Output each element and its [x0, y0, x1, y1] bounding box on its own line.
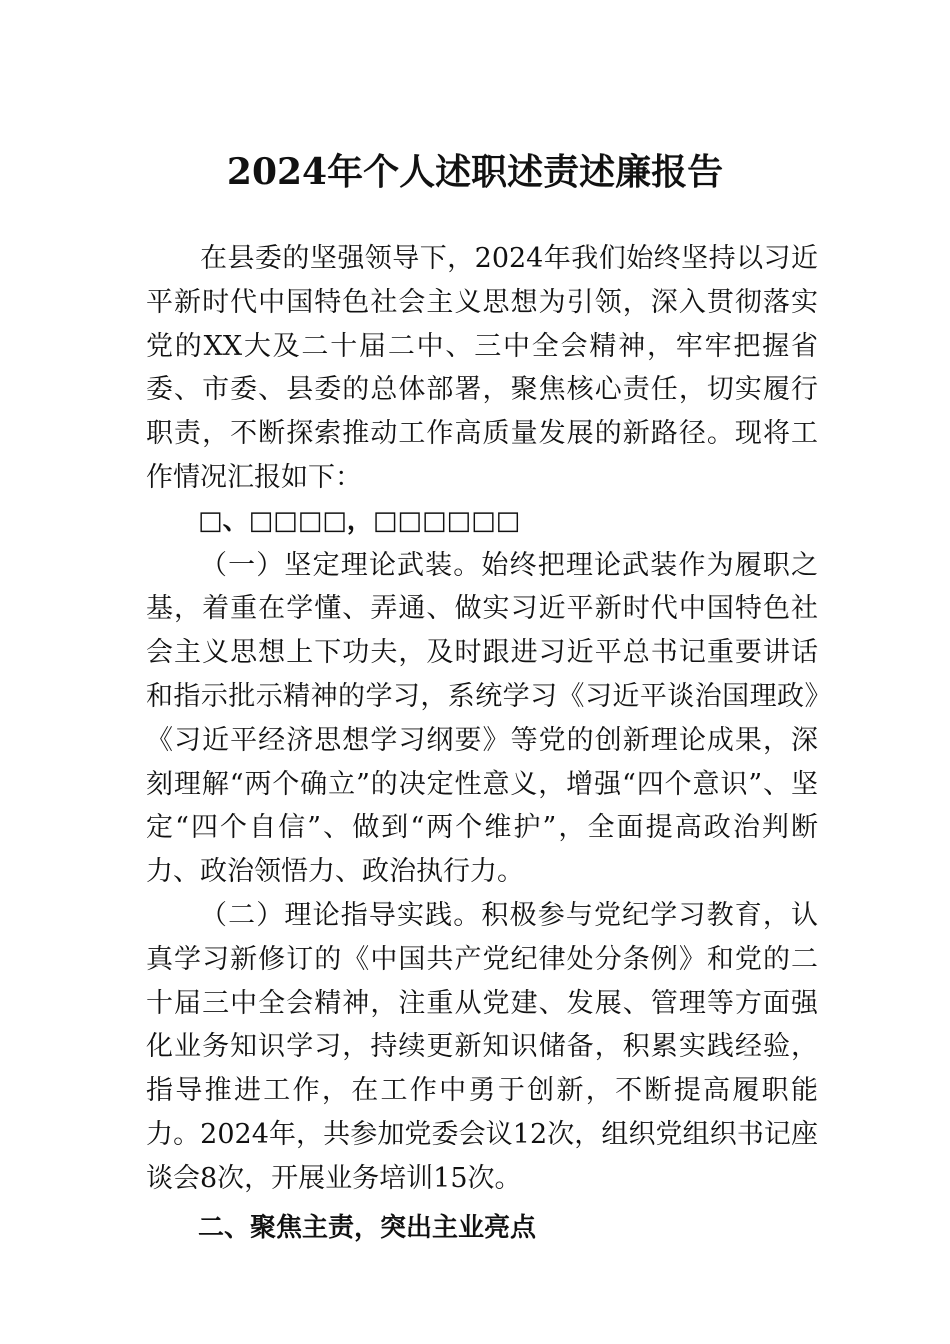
- intro-paragraph: 在县委的坚强领导下，2024年我们始终坚持以习近平新时代中国特色社会主义思想为引领，深入贯彻落实党的XX大及二十届二中、三中全会精神，牢牢把握省委、市委、县委的总体部署，聚焦核心责任，切实履行职责，不断探索推动工作高质量发展的新路径。现将工作情况汇报如下：: [146, 243, 818, 493]
- document-body: [146, 237, 818, 1250]
- section-heading-2: 二、聚焦主责，突出主业亮点: [198, 1212, 537, 1243]
- paragraph-theory-practice: （二）理论指导实践。积极参与党纪学习教育，认真学习新修订的《中国共产党纪律处分条例》和党的二十届三中全会精神，注重从党建、发展、管理等方面强化业务知识学习，持续更新知识储备，积累实践经验，指导推进工作，在工作中勇于创新，不断提高履职能力。2024年，共参加党委会议12次，组织党组织书记座谈会8次，开展业务培训15次。: [146, 899, 818, 1194]
- paragraph-theory-armament: （一）坚定理论武装。始终把理论武装作为履职之基，着重在学懂、弄通、做实习近平新时代中国特色社会主义思想上下功夫，及时跟进习近平总书记重要讲话和指示批示精神的学习，系统学习《习近平谈治国理政》《习近平经济思想学习纲要》等党的创新理论成果，深刻理解“两个确立”的决定性意义，增强“四个意识”、坚定“四个自信”、做到“两个维护”，全面提高政治判断力、政治领悟力、政治执行力。: [146, 549, 818, 888]
- document-title: 2024年个人述职述责述廉报告: [226, 151, 724, 193]
- section-heading-1: □、□□□□，□□□□□□: [198, 505, 521, 536]
